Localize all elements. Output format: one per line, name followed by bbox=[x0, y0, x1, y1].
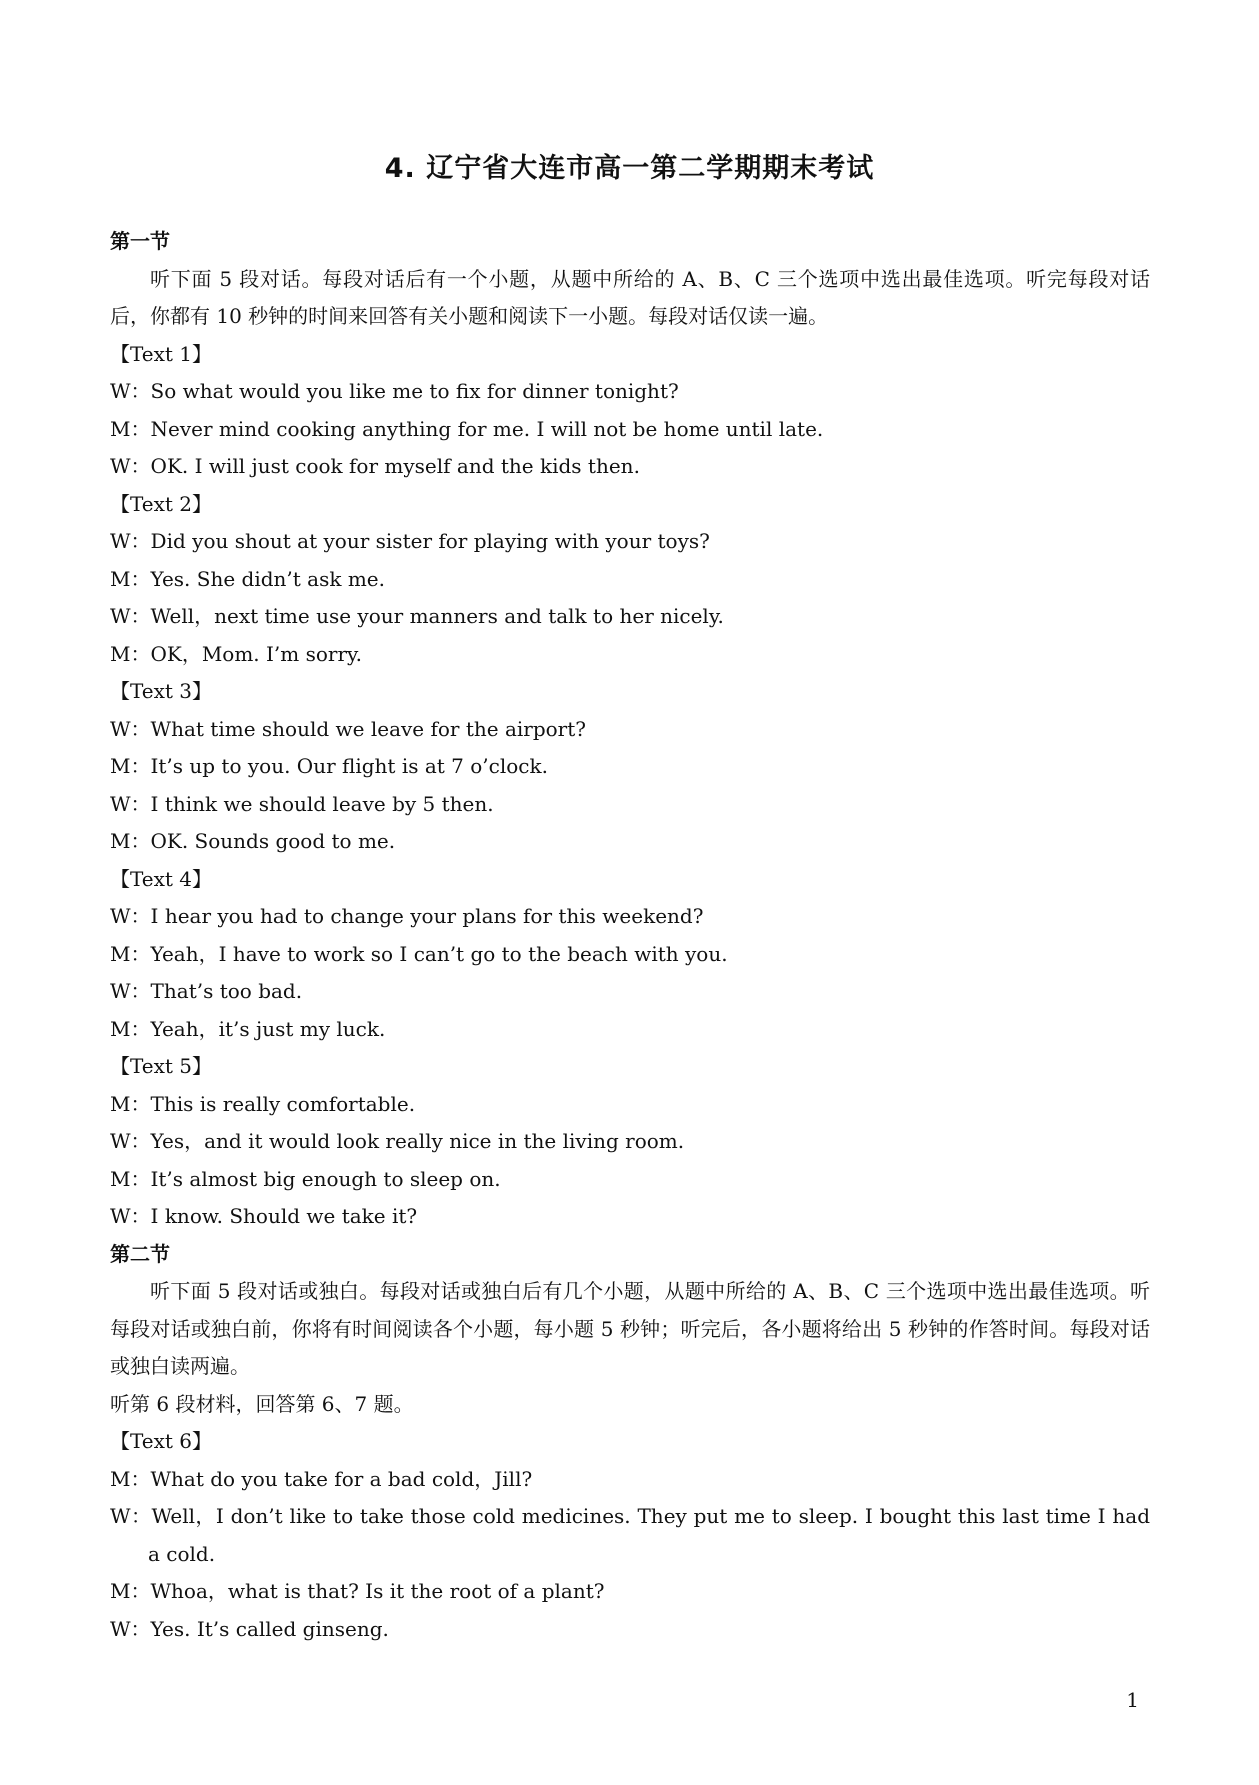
dialogue-line: W：So what would you like me to fix for dinner tonight? bbox=[110, 379, 679, 403]
dialogue-line: W：Yes. It’s called ginseng. bbox=[110, 1616, 389, 1641]
dialogue-line: M：OK. Sounds good to me. bbox=[110, 829, 396, 853]
dialogue-line: M：It’s almost big enough to sleep on. bbox=[110, 1166, 501, 1191]
section2-instructions: 听下面 5 段对话或独白。每段对话或独白后有几个小题，从题中所给的 A、B、C 三个选项中选出最佳选项。听每段对话或独白前，你将有时间阅读各个小题，每小题 5 秒钟；听完后，各小题将给出 5 秒钟的作答时间。每段对话或独白读两遍。 bbox=[110, 1279, 1150, 1378]
text4-label: 【Text 4】 bbox=[110, 866, 213, 891]
dialogue-line: M：This is really comfortable. bbox=[110, 1091, 416, 1116]
dialogue-line: W：Well，next time use your manners and talk to her nicely. bbox=[110, 604, 724, 628]
dialogue-line: M：Yes. She didn’t ask me. bbox=[110, 566, 385, 591]
section1-instructions: 听下面 5 段对话。每段对话后有一个小题，从题中所给的 A、B、C 三个选项中选出最佳选项。听完每段对话后，你都有 10 秒钟的时间来回答有关小题和阅读下一小题。每段对话仅读一遍。 bbox=[110, 266, 1150, 328]
dialogue-line: W：OK. I will just cook for myself and the kids then. bbox=[110, 454, 640, 478]
dialogue-line: W：That’s too bad. bbox=[110, 979, 303, 1003]
dialogue-line: W：What time should we leave for the airport? bbox=[110, 716, 587, 741]
material-note: 听第 6 段材料，回答第 6、7 题。 bbox=[110, 1391, 414, 1416]
page-number: 1 bbox=[1126, 1688, 1139, 1712]
text1-label: 【Text 1】 bbox=[110, 341, 213, 366]
dialogue-line: W：Yes，and it would look really nice in the living room. bbox=[110, 1129, 685, 1153]
dialogue-line: W：Well，I don’t like to take those cold medicines. They put me to sleep. I bought this last time I had a cold. bbox=[110, 1504, 1150, 1566]
dialogue-line: M：Never mind cooking anything for me. I will not be home until late. bbox=[110, 416, 824, 441]
dialogue-line: M：Yeah，it’s just my luck. bbox=[110, 1016, 386, 1041]
section2-heading: 第二节 bbox=[110, 1241, 170, 1266]
text6-label: 【Text 6】 bbox=[110, 1429, 213, 1453]
section1-heading: 第一节 bbox=[110, 229, 170, 253]
dialogue-line: W：Did you shout at your sister for playing with your toys? bbox=[110, 529, 710, 553]
text2-label: 【Text 2】 bbox=[110, 491, 213, 516]
page-title: 4. 辽宁省大连市高一第二学期期末考试 bbox=[384, 153, 875, 184]
dialogue-line: M：OK，Mom. I’m sorry. bbox=[110, 641, 363, 666]
dialogue-line: W：I think we should leave by 5 then. bbox=[110, 791, 494, 816]
dialogue-line: W：I hear you had to change your plans for this weekend? bbox=[110, 904, 704, 928]
dialogue-line: M：Yeah，I have to work so I can’t go to the beach with you. bbox=[110, 941, 728, 966]
text3-label: 【Text 3】 bbox=[110, 679, 213, 703]
dialogue-line: M：It’s up to you. Our flight is at 7 o’clock. bbox=[110, 754, 548, 778]
dialogue-line: W：I know. Should we take it? bbox=[110, 1204, 418, 1228]
text5-label: 【Text 5】 bbox=[110, 1054, 213, 1078]
page-content bbox=[110, 223, 1150, 1648]
dialogue-line: M：Whoa，what is that? Is it the root of a plant? bbox=[110, 1579, 605, 1603]
dialogue-line: M：What do you take for a bad cold，Jill? bbox=[110, 1466, 533, 1491]
